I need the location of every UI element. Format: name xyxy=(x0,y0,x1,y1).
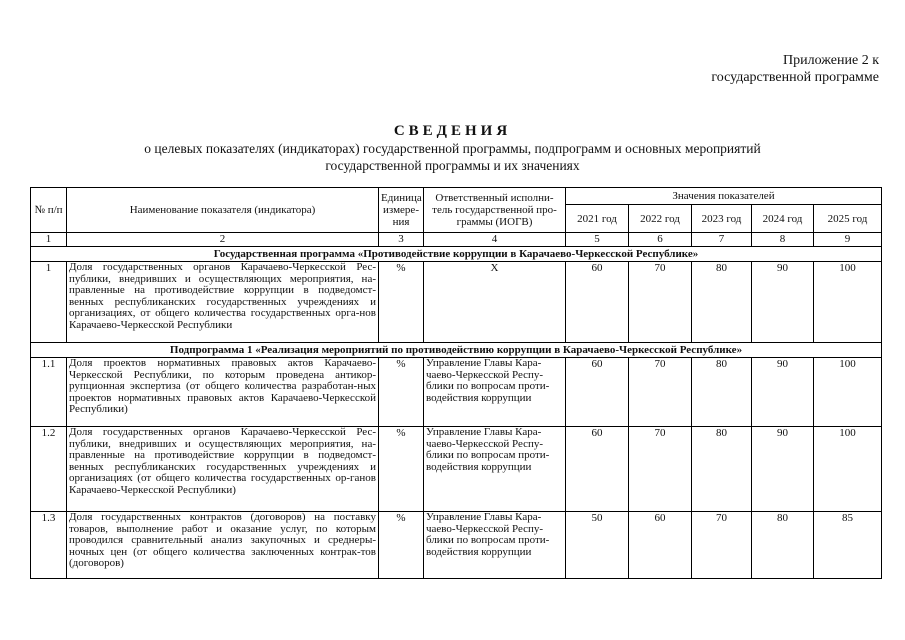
header-year: 2023 год xyxy=(692,205,752,233)
indicator-value: 100 xyxy=(814,262,882,343)
section-title: Подпрограмма 1 «Реализация мероприятий по противодействию коррупции в Карачаево-Черкесской Республике» xyxy=(31,343,882,358)
appendix-line-1: Приложение 2 к xyxy=(783,53,879,68)
table-row xyxy=(31,358,882,427)
responsible-executor: Управление Главы Кара-чаево-Черкесской Респу-блики по вопросам проти-водействия коррупции xyxy=(424,427,566,512)
table-header-row-1 xyxy=(31,188,882,205)
column-number: 4 xyxy=(424,233,566,247)
indicator-value: 80 xyxy=(692,358,752,427)
responsible-executor: Х xyxy=(424,262,566,343)
indicator-value: 70 xyxy=(629,358,692,427)
indicator-value: 60 xyxy=(566,358,629,427)
header-num: № п/п xyxy=(31,188,67,233)
document-heading xyxy=(0,122,905,174)
column-number: 1 xyxy=(31,233,67,247)
row-number: 1.2 xyxy=(31,427,67,512)
indicator-value: 90 xyxy=(752,358,814,427)
column-number: 9 xyxy=(814,233,882,247)
header-values-group: Значения показателей xyxy=(566,188,882,205)
header-year: 2021 год xyxy=(566,205,629,233)
unit: % xyxy=(379,262,424,343)
responsible-executor: Управление Главы Кара-чаево-Черкесской Респу-блики по вопросам проти-водействия коррупции xyxy=(424,358,566,427)
header-responsible: Ответственный исполни-тель государственной про-граммы (ИОГВ) xyxy=(424,188,566,233)
document-subtitle-line-2: государственной программы и их значениях xyxy=(325,158,580,173)
indicator-value: 70 xyxy=(692,512,752,579)
document-subtitle-line-1: о целевых показателях (индикаторах) государственной программы, подпрограмм и основных мероприятий xyxy=(144,141,761,156)
header-year: 2024 год xyxy=(752,205,814,233)
indicator-value: 50 xyxy=(566,512,629,579)
header-year: 2025 год xyxy=(814,205,882,233)
table-row xyxy=(31,427,882,512)
responsible-executor: Управление Главы Кара-чаево-Черкесской Респу-блики по вопросам проти-водействия коррупции xyxy=(424,512,566,579)
appendix-line-2: государственной программе xyxy=(711,70,879,85)
table-row xyxy=(31,262,882,343)
column-numbers-row xyxy=(31,233,882,247)
table-row xyxy=(31,512,882,579)
unit: % xyxy=(379,358,424,427)
column-number: 2 xyxy=(67,233,379,247)
indicator-name: Доля государственных органов Карачаево-Черкесской Рес-публики, внедривших и осуществляющих мероприятия, на-правленные на противодействие коррупции в подведомст-венных республиканских государственных учреждениях и организациях, от общего количества государственных орга-нов Карачаево-Черкесской Республики xyxy=(67,262,379,343)
indicator-value: 80 xyxy=(692,427,752,512)
indicator-value: 70 xyxy=(629,262,692,343)
indicator-value: 100 xyxy=(814,358,882,427)
column-number: 5 xyxy=(566,233,629,247)
unit: % xyxy=(379,512,424,579)
column-number: 8 xyxy=(752,233,814,247)
indicator-value: 100 xyxy=(814,427,882,512)
column-number: 6 xyxy=(629,233,692,247)
indicator-value: 80 xyxy=(692,262,752,343)
indicator-value: 90 xyxy=(752,427,814,512)
unit: % xyxy=(379,427,424,512)
indicator-value: 70 xyxy=(629,427,692,512)
header-year: 2022 год xyxy=(629,205,692,233)
indicator-value: 85 xyxy=(814,512,882,579)
indicator-value: 60 xyxy=(566,427,629,512)
section-row xyxy=(31,343,882,358)
column-number: 7 xyxy=(692,233,752,247)
row-number: 1 xyxy=(31,262,67,343)
indicators-table xyxy=(30,187,882,579)
section-title: Государственная программа «Противодействие коррупции в Карачаево-Черкесской Республике» xyxy=(31,247,882,262)
indicator-value: 90 xyxy=(752,262,814,343)
document-title: СВЕДЕНИЯ xyxy=(393,123,512,139)
column-number: 3 xyxy=(379,233,424,247)
indicator-value: 60 xyxy=(566,262,629,343)
row-number: 1.1 xyxy=(31,358,67,427)
indicator-name: Доля государственных контрактов (договоров) на поставку товаров, выполнение работ и оказание услуг, по которым проводился сравнительный анализ закупочных и среднеры-ночных цен (от общего количества заключенных контрак-тов (договоров) xyxy=(67,512,379,579)
indicator-name: Доля проектов нормативных правовых актов Карачаево-Черкесской Республики, по которым проведена антикор-рупционная экспертиза (от общего количества разработан-ных проектов нормативных правовых актов Карачаево-Черкесской Республики) xyxy=(67,358,379,427)
row-number: 1.3 xyxy=(31,512,67,579)
indicator-name: Доля государственных органов Карачаево-Черкесской Рес-публики, внедривших и осуществляющих мероприятия, на-правленные на противодействие коррупции в подведомст-венных республиканских государственных учреждениях и организациях (от общего количества государственных ор-ганов Карачаево-Черкесской Республики) xyxy=(67,427,379,512)
appendix-note xyxy=(711,52,879,86)
indicator-value: 60 xyxy=(629,512,692,579)
header-unit: Единица измере-ния xyxy=(379,188,424,233)
indicator-value: 80 xyxy=(752,512,814,579)
header-name: Наименование показателя (индикатора) xyxy=(67,188,379,233)
section-row xyxy=(31,247,882,262)
